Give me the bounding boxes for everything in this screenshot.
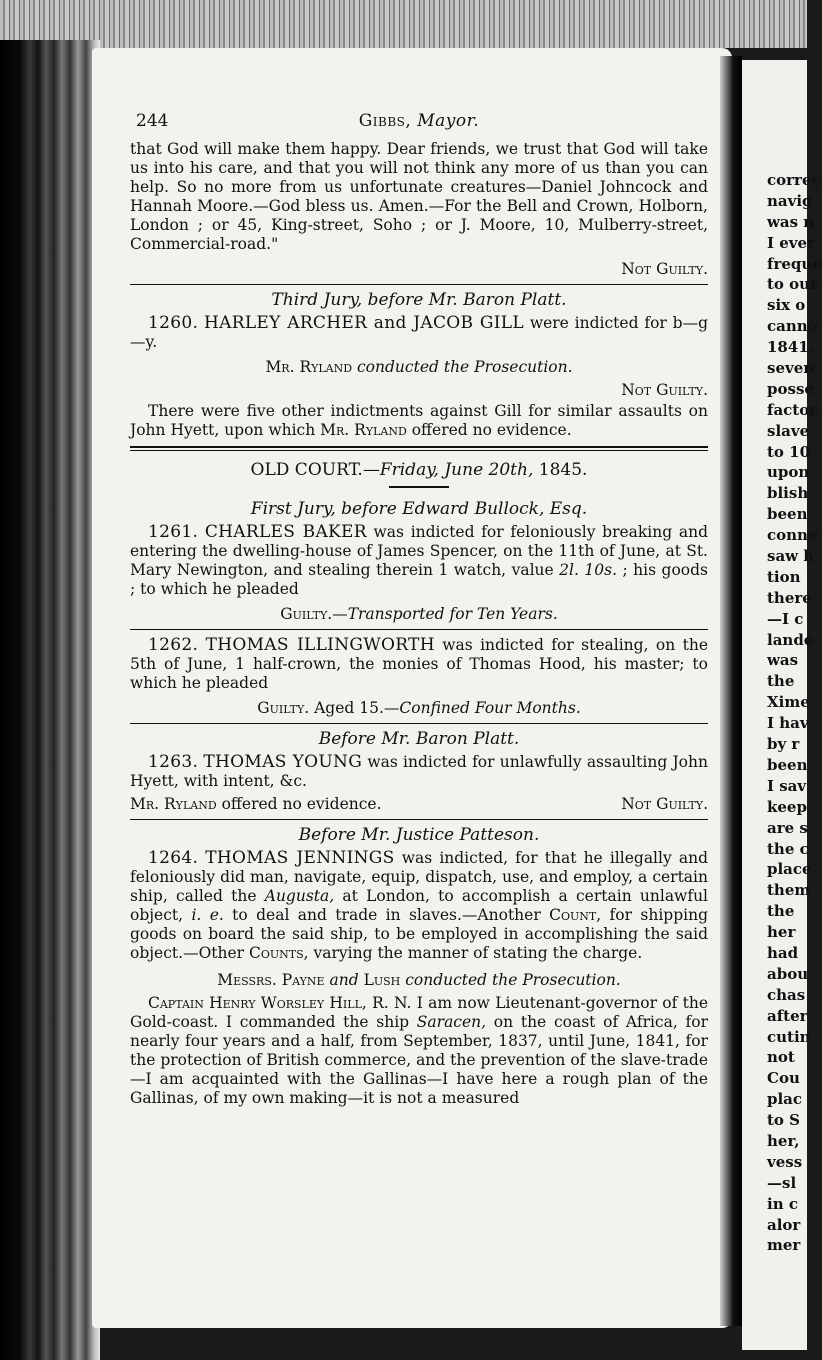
facing-page-line: been: [767, 755, 808, 774]
facing-page-line: lande: [767, 630, 814, 649]
facing-page-line: factor: [767, 400, 818, 419]
divider: [130, 284, 708, 285]
facing-page-line: by r: [767, 735, 800, 754]
facing-page-line: there: [767, 588, 812, 607]
scan-top-edge: [0, 0, 807, 48]
facing-page-line: mer: [767, 1236, 801, 1255]
facing-page-line: not: [767, 1048, 795, 1067]
facing-page-line: place: [767, 860, 812, 879]
facing-page-line: alor: [767, 1215, 801, 1234]
facing-page-line: cutin: [767, 1027, 811, 1046]
verdict: Not Guilty.: [621, 260, 708, 278]
section-heading: Before Mr. Baron Platt.: [318, 729, 520, 749]
facing-page-line: been: [767, 505, 808, 524]
divider: [130, 629, 708, 630]
facing-page-line: I hav: [767, 714, 809, 733]
page-number: 244: [136, 111, 169, 131]
prosecution-line: Messrs. Payne and Lush conducted the Prosecution.: [217, 971, 621, 989]
book-gutter: [720, 56, 742, 1326]
facing-page-line: the: [767, 672, 795, 691]
section-heading: Third Jury, before Mr. Baron Platt.: [271, 290, 567, 310]
facing-page-line: chas: [767, 985, 806, 1004]
sentence-line: Guilty. Aged 15.—Confined Four Months.: [257, 699, 581, 717]
page-content: [130, 100, 708, 1108]
facing-page-line: navig: [767, 191, 813, 210]
section-heading: First Jury, before Edward Bullock, Esq.: [250, 499, 588, 519]
facing-page-line: to S: [767, 1111, 800, 1130]
facing-page-line: saw h: [767, 547, 815, 566]
facing-page-line: seven: [767, 359, 815, 378]
case-1261: 1261. CHARLES BAKER was indicted for feloniously breaking and entering the dwelling-house of James Spencer, on the 11th of June, at St. Mary Newington, and stealing therein 1 watch, value 2l. 10s. ; his goods ; to which he pleaded: [130, 522, 708, 598]
facing-page-line: to our: [767, 275, 818, 294]
facing-page-line: I sav: [767, 776, 807, 795]
facing-page-line: was: [767, 651, 799, 670]
facing-page-line: the c: [767, 839, 809, 858]
letter-end-text: that God will make them happy. Dear friends, we trust that God will take us into his care, and that you will not think any more of us than you can help. So no more from us unfortunate creatures—Daniel Johncock and Hannah Moore.—God bless us. Amen.—For the Bell and Crown, Holborn, London ; or 45, King-street, Soho ; or J. Moore, 10, Mulberry-street, Commercial-road.": [130, 140, 708, 253]
facing-page-line: are s: [767, 818, 808, 837]
short-divider: [389, 486, 449, 488]
facing-page-line: abou: [767, 964, 809, 983]
facing-page-line: slave: [767, 421, 810, 440]
facing-page-line: after: [767, 1006, 808, 1025]
facing-page-line: to 10: [767, 442, 811, 461]
case-1263: 1263. THOMAS YOUNG was indicted for unlawfully assaulting John Hyett, with intent, &c.: [130, 752, 708, 790]
facing-page-line: blish: [767, 484, 809, 503]
facing-page-line: the: [767, 902, 795, 921]
facing-page-line: tion: [767, 567, 801, 586]
case-note: There were five other indictments against Gill for similar assaults on John Hyett, upon which Mr. Ryland offered no evidence.: [130, 402, 708, 439]
running-head: [130, 100, 708, 140]
sentence-line: Guilty.—Transported for Ten Years.: [280, 605, 558, 623]
facing-page-line: —I c: [767, 609, 804, 628]
facing-page-line: her: [767, 923, 796, 942]
facing-page-line: freque: [767, 254, 822, 273]
case-1264: 1264. THOMAS JENNINGS was indicted, for that he illegally and feloniously did man, navigate, equip, dispatch, use, and employ, a certain ship, called the Augusta, at London, to accomplish a certain unlawful object, i. e. to deal and trade in slaves.—Another Count, for shipping goods on board the said ship, to be employed in accomplishing the said object.—Other Counts, varying the manner of stating the charge.: [130, 848, 709, 962]
facing-page-line: conne: [767, 526, 818, 545]
facing-page-line: Cou: [767, 1069, 800, 1088]
running-title: Gibbs, Mayor.: [358, 111, 480, 131]
facing-page-line: plac: [767, 1090, 803, 1109]
facing-page: [742, 60, 822, 1350]
facing-page-line: her,: [767, 1131, 800, 1150]
book-binding: [0, 40, 100, 1360]
witness-testimony: Captain Henry Worsley Hill, R. N. I am now Lieutenant-governor of the Gold-coast. I commanded the ship Saracen, on the coast of Africa, for nearly four years and a half, from September, 1837, until June, 1841, for the protection of British commerce, and the prevention of the slave-trade—I am acquainted with the Gallinas—I have here a rough plan of the Gallinas, of my own making—it is not a measured: [130, 994, 709, 1107]
facing-page-line: posse: [767, 379, 814, 398]
double-divider: [130, 446, 708, 451]
facing-page-line: —sl: [767, 1173, 797, 1192]
facing-page-line: 1841,: [767, 338, 814, 357]
facing-page-line: I ever: [767, 233, 815, 252]
divider: [130, 819, 708, 820]
case-1263-outcome: Mr. Ryland offered no evidence. Not Guilty.: [130, 795, 708, 813]
facing-page-line: Xime: [767, 693, 810, 712]
facing-page-line: canno: [767, 317, 818, 336]
section-heading: Before Mr. Justice Patteson.: [298, 825, 540, 845]
facing-page-line: correc: [767, 171, 821, 189]
facing-page-line: in c: [767, 1194, 798, 1213]
prosecution-line: Mr. Ryland conducted the Prosecution.: [265, 358, 573, 376]
facing-page-line: upon: [767, 463, 810, 482]
facing-page-line: six o: [767, 296, 806, 315]
facing-page-line: vess: [767, 1152, 803, 1171]
verdict: Not Guilty.: [621, 381, 708, 399]
session-heading: OLD COURT.—Friday, June 20th, 1845.: [250, 460, 588, 480]
divider: [130, 723, 708, 724]
facing-page-line: had: [767, 943, 799, 962]
case-1262: 1262. THOMAS ILLINGWORTH was indicted for stealing, on the 5th of June, 1 half-crown, the monies of Thomas Hood, his master; to which he pleaded: [130, 635, 708, 692]
facing-page-line: was n: [767, 212, 815, 231]
case-1260: 1260. HARLEY ARCHER and JACOB GILL were indicted for b—g—y.: [130, 313, 708, 351]
facing-page-line: them: [767, 881, 811, 900]
facing-page-line: keep: [767, 797, 807, 816]
